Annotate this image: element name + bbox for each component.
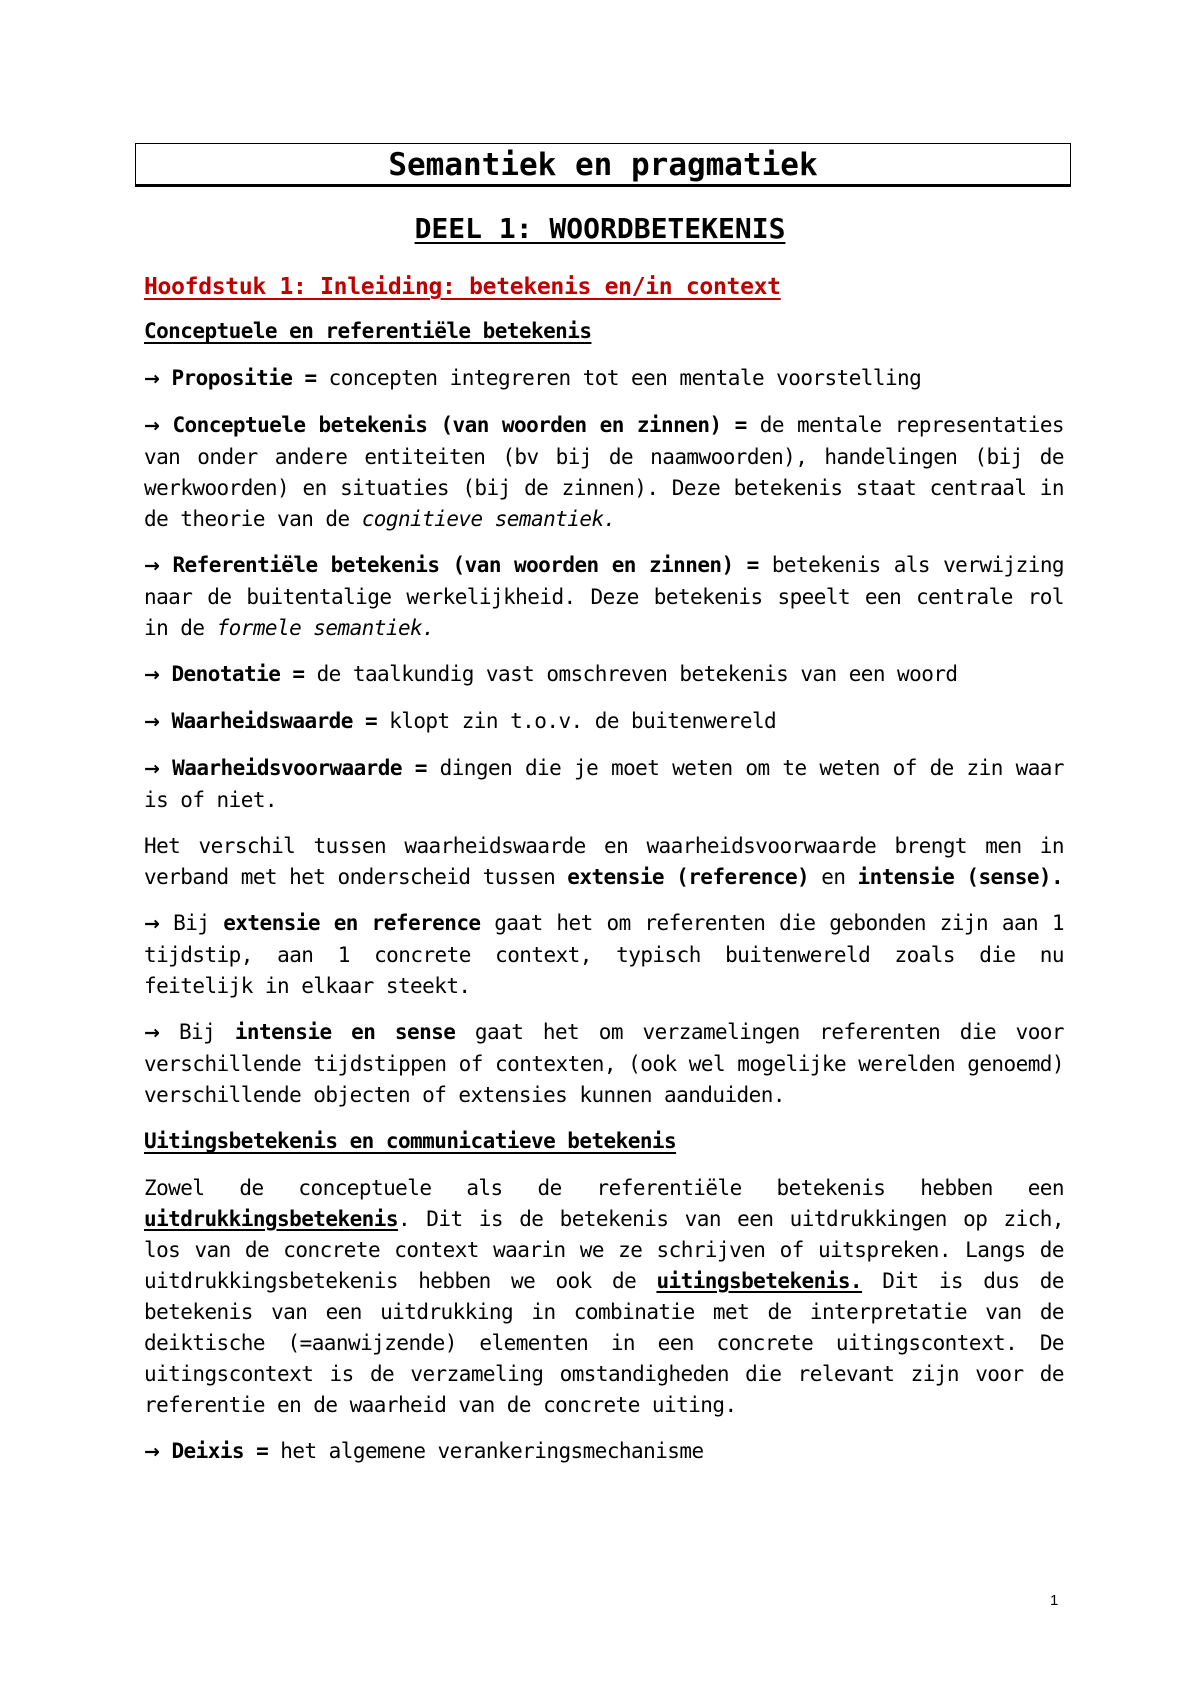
term-intensie-sense: intensie (sense). <box>857 865 1064 889</box>
part-heading: DEEL 1: WOORDBETEKENIS <box>414 212 786 245</box>
definition-intensie: gaat het om verzamelingen referenten die voor verschillende tijdstippen of contexten, (ook wel mogelijke werelden genoemd) verschillende objecten of extensies kunnen aanduiden. <box>144 1020 1064 1107</box>
arrow-icon: → <box>144 1022 160 1044</box>
arrow-icon: → <box>144 664 160 686</box>
paragraph-referentiele-betekenis <box>144 550 1064 644</box>
chapter-heading: Hoofdstuk 1: Inleiding: betekenis en/in context <box>144 274 781 300</box>
uiting-text-2: . Dit is de betekenis van een uitdrukkingen op zich, los van de concrete context waarin we ze schrijven of uitspreken. Langs de uitdrukkingsbetekenis hebben we ook de <box>144 1207 1064 1293</box>
paragraph-waarheidswaarde <box>144 706 1064 738</box>
term-waarheidswaarde: Waarheidswaarde = <box>171 709 378 733</box>
extensie-prefix: Bij <box>159 911 224 935</box>
page-number: 1 <box>1050 1592 1059 1609</box>
term-extensie-reference: extensie (reference) <box>567 865 810 889</box>
definition-denotatie: de taalkundig vast omschreven betekenis van een woord <box>304 662 958 686</box>
document-title: Semantiek en pragmatiek <box>388 147 818 183</box>
paragraph-verschil <box>144 831 1064 893</box>
verschil-text-1: Het verschil tussen waarheidswaarde en waarheidsvoorwaarde brengt men in verband met het onderscheid tussen <box>144 834 1064 889</box>
uiting-text-3: Dit is dus de betekenis van een uitdrukking in combinatie met de interpretatie van de deiktische (=aanwijzende) elementen in een concrete uitingscontext. De uitingscontext is de verzameling omstandigheden die relevant zijn voor de referentie en de waarheid van de concrete uiting. <box>144 1269 1064 1417</box>
document-body <box>144 272 1064 1483</box>
intensie-prefix: Bij <box>159 1020 235 1044</box>
verschil-text-2: en <box>809 865 858 889</box>
definition-conceptuele-betekenis: de mentale representaties van onder andere entiteiten (bv bij de naamwoorden), handelingen (bij de werkwoorden) en situaties (bij de zinnen). Deze betekenis staat centraal in de theorie van de <box>144 413 1065 531</box>
arrow-icon: → <box>144 711 160 733</box>
paragraph-waarheidsvoorwaarde <box>144 753 1064 816</box>
section-heading-uitingsbetekenis: Uitingsbetekenis en communicatieve betekenis <box>144 1129 677 1153</box>
term-referentiele-betekenis: Referentiële betekenis (van woorden en zinnen) = <box>172 553 759 577</box>
arrow-icon: → <box>144 1441 160 1463</box>
document-title-box <box>135 143 1071 187</box>
definition-waarheidsvoorwaarde: dingen die je moet weten om te weten of de zin waar is of niet. <box>144 756 1064 812</box>
arrow-icon: → <box>144 913 160 935</box>
paragraph-conceptuele-betekenis <box>144 410 1064 535</box>
paragraph-deixis <box>144 1436 1064 1468</box>
arrow-icon: → <box>144 415 160 437</box>
paragraph-denotatie <box>144 659 1064 691</box>
arrow-icon: → <box>144 555 160 577</box>
term-propositie: Propositie = <box>171 366 317 390</box>
term-uitdrukkingsbetekenis: uitdrukkingsbetekenis <box>144 1207 398 1231</box>
definition-deixis: het algemene verankeringsmechanisme <box>268 1439 704 1463</box>
definition-waarheidswaarde: klopt zin t.o.v. de buitenwereld <box>377 709 777 733</box>
section-heading-conceptueel: Conceptuele en referentiële betekenis <box>144 319 592 343</box>
italic-cognitieve-semantiek: cognitieve semantiek. <box>361 507 616 531</box>
uiting-text-1: Zowel de conceptuele als de referentiële betekenis hebben een <box>144 1176 1064 1200</box>
term-uitingsbetekenis: uitingsbetekenis. <box>656 1269 863 1293</box>
term-extensie-en-reference: extensie en reference <box>223 911 481 935</box>
term-waarheidsvoorwaarde: Waarheidsvoorwaarde = <box>172 756 427 780</box>
term-deixis: Deixis = <box>171 1439 269 1463</box>
term-intensie-en-sense: intensie en sense <box>234 1020 456 1044</box>
arrow-icon: → <box>144 368 160 390</box>
term-denotatie: Denotatie = <box>171 662 305 686</box>
definition-propositie: concepten integreren tot een mentale voorstelling <box>316 366 922 390</box>
paragraph-extensie <box>144 908 1064 1002</box>
term-conceptuele-betekenis: Conceptuele betekenis (van woorden en zinnen) = <box>172 413 747 437</box>
definition-extensie: gaat het om referenten die gebonden zijn aan 1 tijdstip, aan 1 concrete context, typisch buitenwereld zoals die nu feitelijk in elkaar steekt. <box>144 911 1064 998</box>
paragraph-propositie <box>144 363 1064 395</box>
paragraph-intensie <box>144 1017 1064 1111</box>
arrow-icon: → <box>144 758 160 780</box>
italic-formele-semantiek: formele semantiek. <box>216 616 435 640</box>
definition-referentiele-betekenis: betekenis als verwijzing naar de buitentalige werkelijkheid. Deze betekenis speelt een centrale rol in de <box>144 553 1065 640</box>
paragraph-uitingsbetekenis <box>144 1173 1064 1421</box>
